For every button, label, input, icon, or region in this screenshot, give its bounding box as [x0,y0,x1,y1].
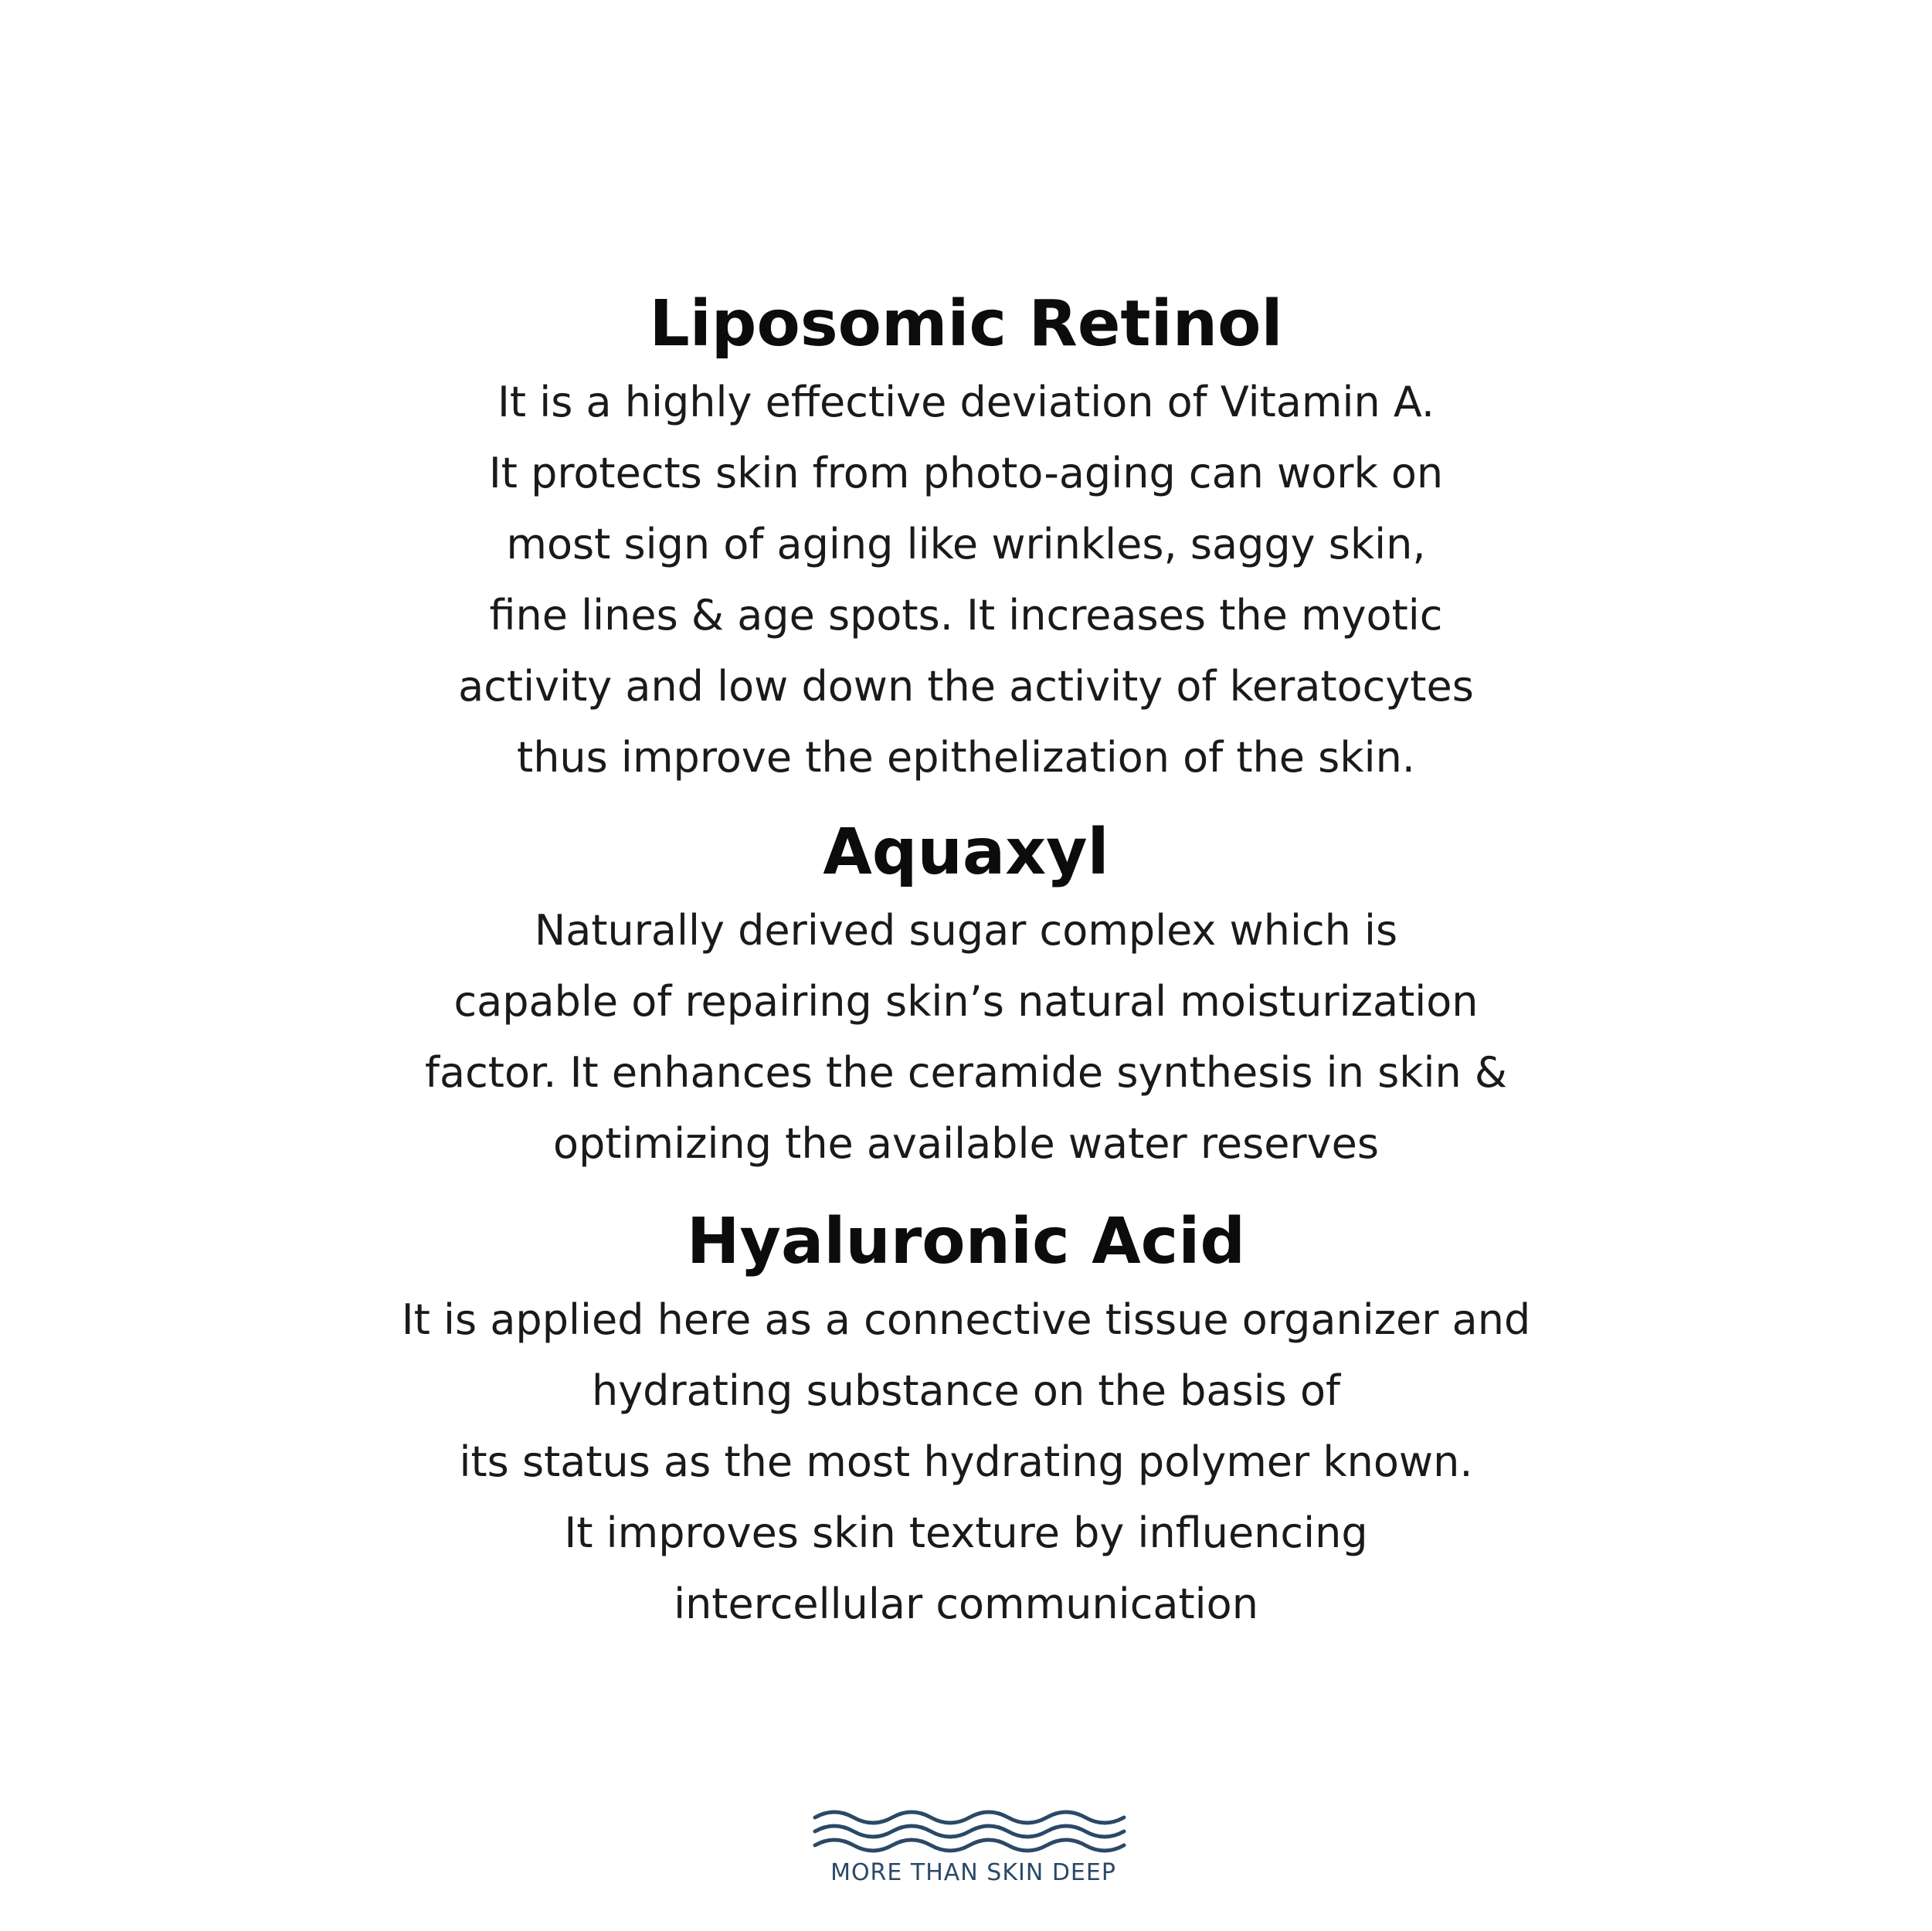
section-line: capable of repairing skin’s natural moisturization [453,977,1479,1026]
section-line: optimizing the available water reserves [553,1119,1379,1168]
section-line: It is a highly effective deviation of Vitamin A. [497,378,1435,426]
section-aquaxyl [0,810,1932,1179]
section-line: It improves skin texture by influencing [564,1508,1368,1557]
section-title: Liposomic Retinol [649,287,1283,361]
section-hyaluronic-acid [0,1200,1932,1640]
section-line: activity and low down the activity of keratocytes [458,662,1474,711]
section-line: hydrating substance on the basis of [592,1366,1340,1415]
section-liposomic-retinol [0,282,1932,793]
brand-logo [811,1804,1136,1896]
section-line: its status as the most hydrating polymer known. [459,1437,1473,1486]
section-line: It is applied here as a connective tissue organizer and [401,1295,1531,1344]
section-title: Aquaxyl [823,816,1109,889]
section-line: intercellular communication [674,1580,1258,1628]
section-line: Naturally derived sugar complex which is [534,906,1398,955]
section-line: most sign of aging like wrinkles, saggy skin, [506,520,1426,568]
section-line: factor. It enhances the ceramide synthesis in skin & [425,1048,1507,1097]
brand-name: MORE THAN SKIN DEEP [830,1859,1116,1886]
section-title: Hyaluronic Acid [686,1205,1246,1278]
section-line: thus improve the epithelization of the skin. [517,733,1415,782]
section-line: It protects skin from photo-aging can work on [488,449,1444,497]
ingredients-content [0,282,1932,1640]
waves-icon [811,1804,1136,1858]
section-line: fine lines & age spots. It increases the myotic [489,591,1443,640]
